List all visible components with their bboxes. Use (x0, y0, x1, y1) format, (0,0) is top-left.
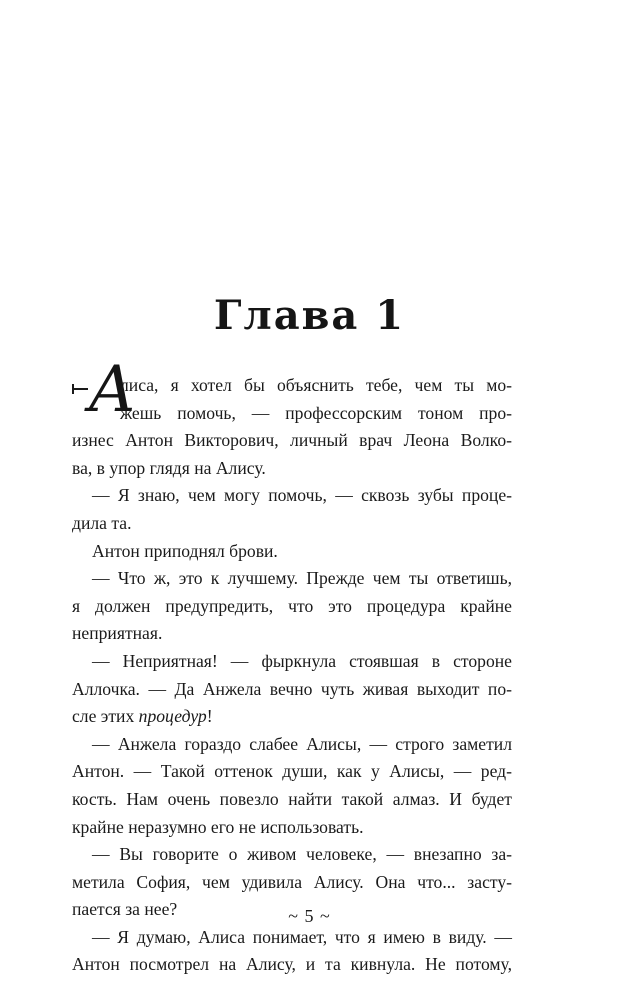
emphasized-word: процедур (138, 706, 207, 727)
text-line: дила та. (72, 512, 132, 533)
body-text (72, 372, 512, 979)
text-line: пается за нее? (72, 899, 178, 920)
text-line: метила София, чем удивила Алису. Она что... засту- (72, 871, 512, 892)
text-line: — Я думаю, Алиса понимает, что я имею в виду. — (92, 926, 512, 947)
text-line: — Я знаю, чем могу помочь, — сквозь зубы проце- (92, 485, 512, 506)
drop-cap-letter: А (88, 353, 137, 427)
text-fragment: сле этих (72, 706, 139, 727)
text-line: — Анжела гораздо слабее Алисы, — строго заметил (92, 733, 512, 754)
text-line: Антон приподнял брови. (92, 540, 278, 561)
text-line: — Вы говорите о живом человеке, — внезапно за- (92, 844, 512, 865)
text-line: Антон. — Такой оттенок души, как у Алисы, — ред- (72, 761, 512, 782)
text-line: крайне неразумно его не использовать. (72, 816, 364, 837)
text-line: жешь помочь, — профессорским тоном про- (120, 402, 512, 423)
text-line: — Неприятная! — фыркнула стоявшая в стороне (92, 650, 512, 671)
text-line: Аллочка. — Да Анжела вечно чуть живая выходит по- (72, 678, 512, 699)
text-line: ва, в упор глядя на Алису. (72, 457, 266, 478)
text-line: Антон посмотрел на Алису, и та кивнула. Не потому, (72, 954, 512, 975)
text-line: лиса, я хотел бы объяснить тебе, чем ты мо- (120, 375, 512, 395)
text-line (72, 703, 512, 731)
page-number: ~ 5 ~ (288, 906, 331, 926)
text-line: — Что ж, это к лучшему. Прежде чем ты ответишь, (92, 568, 512, 589)
text-line: изнес Антон Викторович, личный врач Леона Волко- (72, 430, 512, 451)
text-line: неприятная. (72, 623, 163, 644)
text-fragment: ! (206, 706, 213, 727)
chapter-title: Глава 1 (213, 292, 406, 339)
text-line: я должен предупредить, что это процедура крайне (72, 595, 512, 616)
text-line: кость. Нам очень повезло найти такой алмаз. И будет (72, 788, 512, 809)
